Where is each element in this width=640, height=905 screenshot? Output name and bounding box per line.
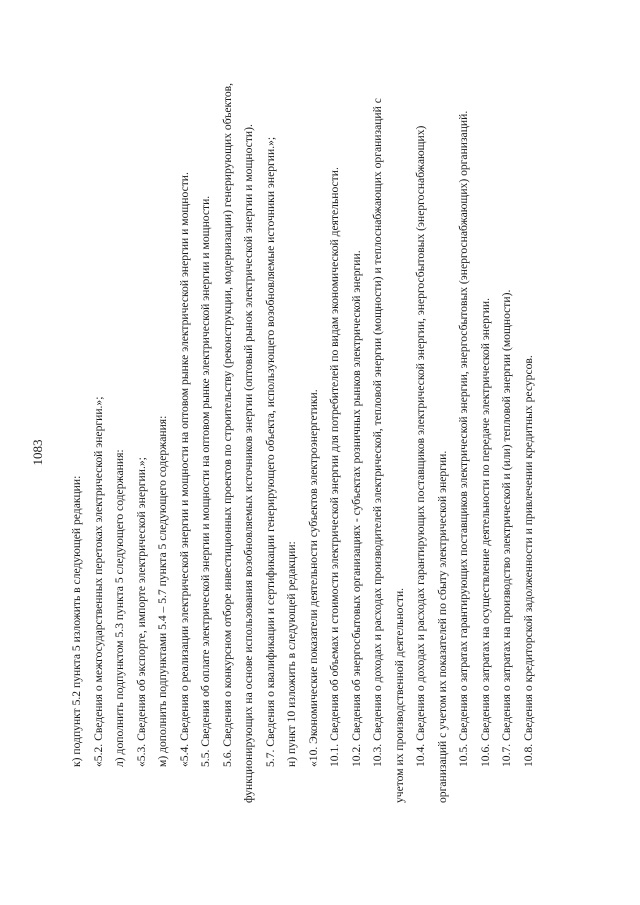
paragraph-n: н) пункт 10 изложить в следующей редакции: — [285, 541, 298, 767]
paragraph-m: м) дополнить подпунктами 5.4 – 5.7 пункта 5 следующего содержания: — [156, 415, 169, 767]
paragraph-10: «10. Экономические показатели деятельности субъектов электроэнергетики. — [306, 389, 320, 767]
document-body — [66, 55, 539, 803]
paragraph-l: л) дополнить подпунктом 5.3 пункта 5 следующего содержания: — [113, 449, 126, 767]
paragraph-10-5: 10.5. Сведения о затратах гарантирующих поставщиков электрической энергии, энергосбытовых (энергоснабжающих) организаций. — [457, 110, 470, 767]
paragraph-10-7: 10.7. Сведения о затратах на производство электрической и (или) тепловой энергии (мощности). — [500, 289, 513, 767]
paragraph-5-6-continued: функционирующих на основе использования возобновляемых источников энергии (оптовый рынок электрической энергии и мощности). — [242, 124, 255, 803]
paragraph-10-4-continued: организаций с учетом их показателей по сбыту электрической энергии. — [435, 450, 449, 803]
paragraph-5-5: 5.5. Сведения об оплате электрической энергии и мощности на оптовом рынке электрической энергии и мощности. — [199, 195, 212, 767]
paragraph-10-8: 10.8. Сведения о кредиторской задолженности и привлечении кредитных ресурсов. — [521, 355, 535, 767]
page-number: 1083 — [30, 439, 45, 466]
paragraph-5-6: 5.6. Сведения о конкурсном отборе инвестиционных проектов по строительству (реконструкции, модернизации) генерирующих объектов, — [220, 82, 234, 767]
paragraph-5-2: «5.2. Сведения о межгосударственных перетоках электрической энергии.»; — [91, 396, 105, 767]
paragraph-10-3-continued: учетом их производственной деятельности. — [392, 587, 406, 803]
paragraph-10-2: 10.2. Сведения об энергосбытовых организациях - субъектах розничных рынков электрической энергии. — [349, 250, 363, 767]
paragraph-10-1: 10.1. Сведения об объемах и стоимости электрической энергии для потребителей по видам экономической деятельности. — [328, 167, 341, 767]
paragraph-5-4: «5.4. Сведения о реализации электрической энергии и мощности на оптовом рынке электрической энергии и мощности. — [177, 172, 191, 767]
paragraph-5-3: «5.3. Сведения об экспорте, импорте электрической энергии.»; — [134, 457, 148, 767]
paragraph-k: к) подпункт 5.2 пункта 5 изложить в следующей редакции: — [70, 475, 83, 767]
paragraph-10-6: 10.6. Сведения о затратах на осуществление деятельности по передаче электрической энергии. — [478, 297, 492, 767]
paragraph-5-7: 5.7. Сведения о квалификации и сертификации генерирующего объекта, использующего возобновляемые источники энергии.»; — [263, 136, 277, 767]
paragraph-10-4: 10.4. Сведения о доходах и расходах гарантирующих поставщиков электрической энергии, энергосбытовых (энергоснабжающих) — [414, 125, 427, 767]
paragraph-10-3: 10.3. Сведения о доходах и расходах производителей электрической, тепловой энергии (мощности) и теплоснабжающих организаций с — [371, 98, 384, 767]
